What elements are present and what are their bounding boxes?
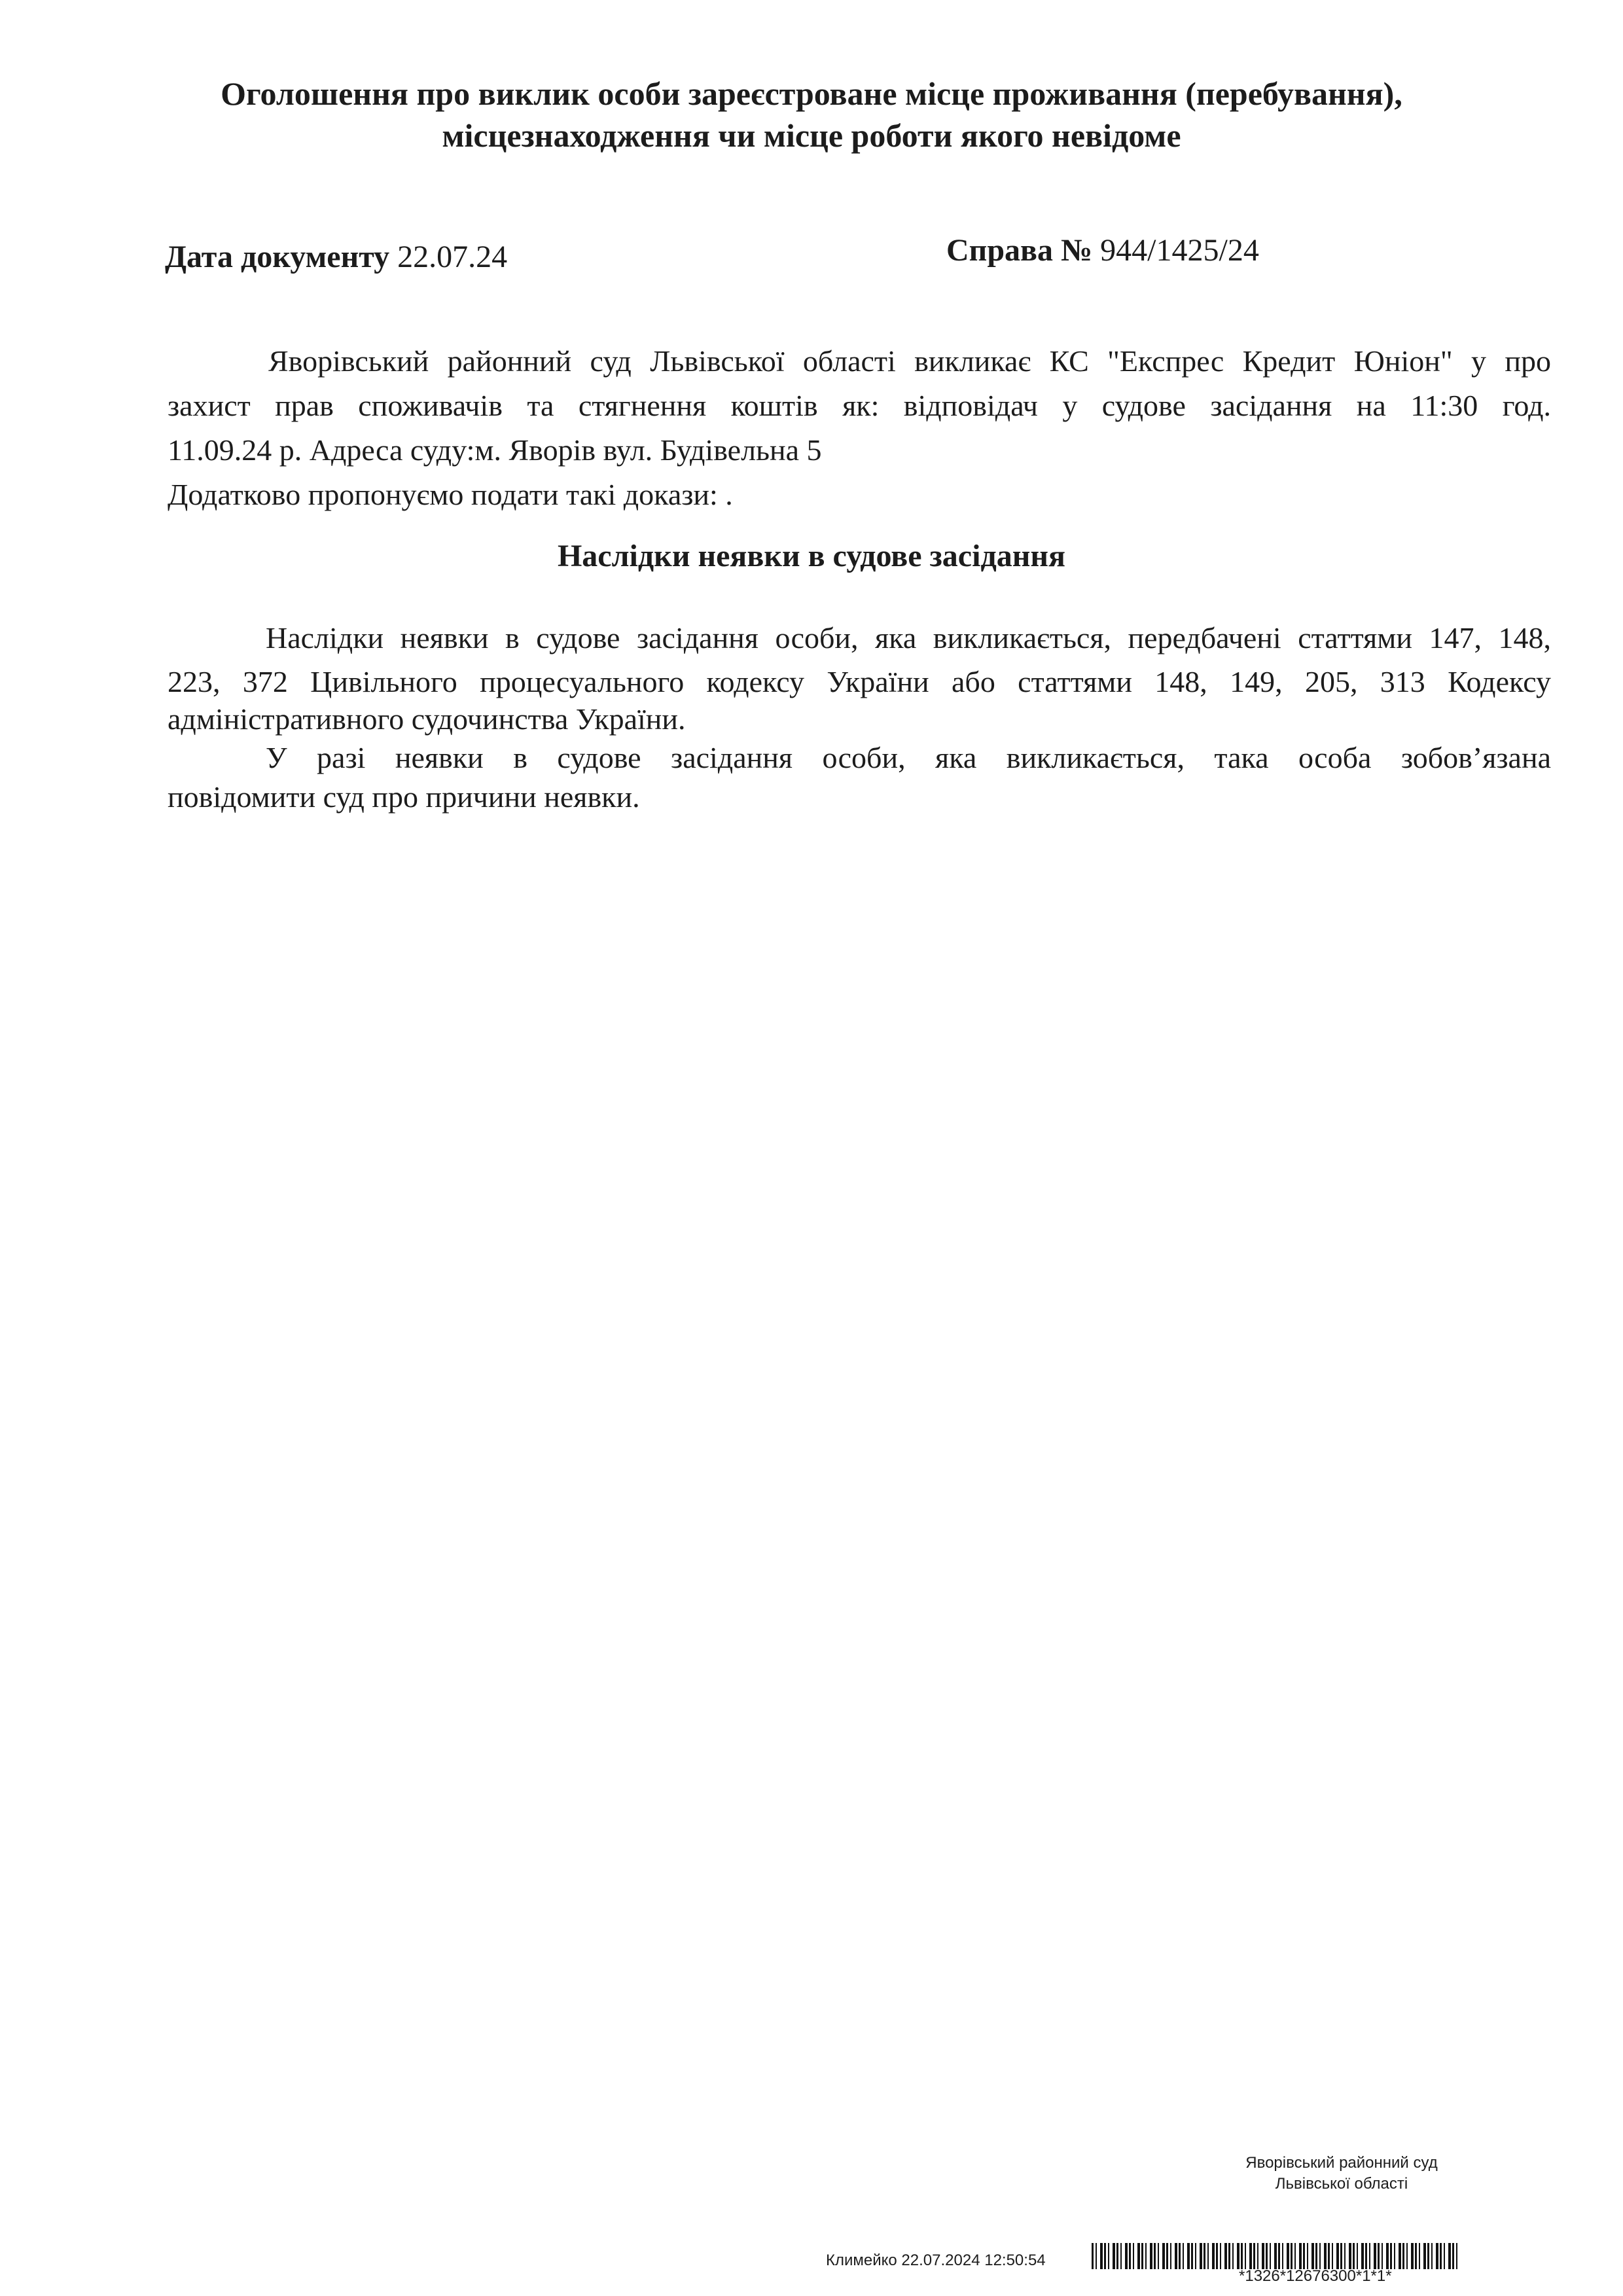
case-number-label: Справа № <box>946 233 1093 268</box>
case-number <box>946 232 1259 268</box>
case-number-value: 944/1425/24 <box>1100 233 1259 268</box>
document-date-value: 22.07.24 <box>397 240 508 274</box>
paragraph-1-line-4: Додатково пропонуємо подати такі докази: . <box>168 478 733 511</box>
document-title-line-2: місцезнаходження чи місце роботи якого невідоме <box>442 117 1181 154</box>
document-date-label: Дата документу <box>165 240 390 274</box>
paragraph-1-line-1: Яворівський районний суд Львівської області викликає КС "Експрес Кредит Юніон" у про <box>268 344 1551 378</box>
document-date <box>165 239 507 275</box>
barcode-code: *1326*12676300*1*1* <box>1239 2267 1392 2285</box>
paragraph-1-line-3: 11.09.24 р. Адреса суду:м. Яворів вул. Будівельна 5 <box>168 433 822 467</box>
document-title-line-1: Оголошення про виклик особи зареєстроване місце проживання (перебування), <box>221 75 1402 112</box>
paragraph-1-line-2: захист прав споживачів та стягнення коштів як: відповідач у судове засідання на 11:30 год. <box>168 389 1551 422</box>
paragraph-2-line-3: адміністративного судочинства України. <box>168 702 686 736</box>
court-name-line-1: Яворівський районний суд <box>1245 2154 1438 2172</box>
paragraph-3-line-1: У разі неявки в судове засідання особи, яка викликається, така особа зобов’язана <box>266 741 1551 774</box>
paragraph-2-line-2: 223, 372 Цивільного процесуального кодексу України або статтями 148, 149, 205, 313 Кодексу <box>168 665 1551 698</box>
signer-timestamp: Климейко 22.07.2024 12:50:54 <box>826 2251 1046 2269</box>
section-heading: Наслідки неявки в судове засідання <box>557 539 1066 573</box>
paragraph-3-line-2: повідомити суд про причини неявки. <box>168 780 640 814</box>
paragraph-2-line-1: Наслідки неявки в судове засідання особи, яка викликається, передбачені статтями 147, 148, <box>266 621 1551 655</box>
document-barcode <box>1092 2243 1458 2269</box>
court-name-line-2: Львівської області <box>1275 2175 1408 2193</box>
